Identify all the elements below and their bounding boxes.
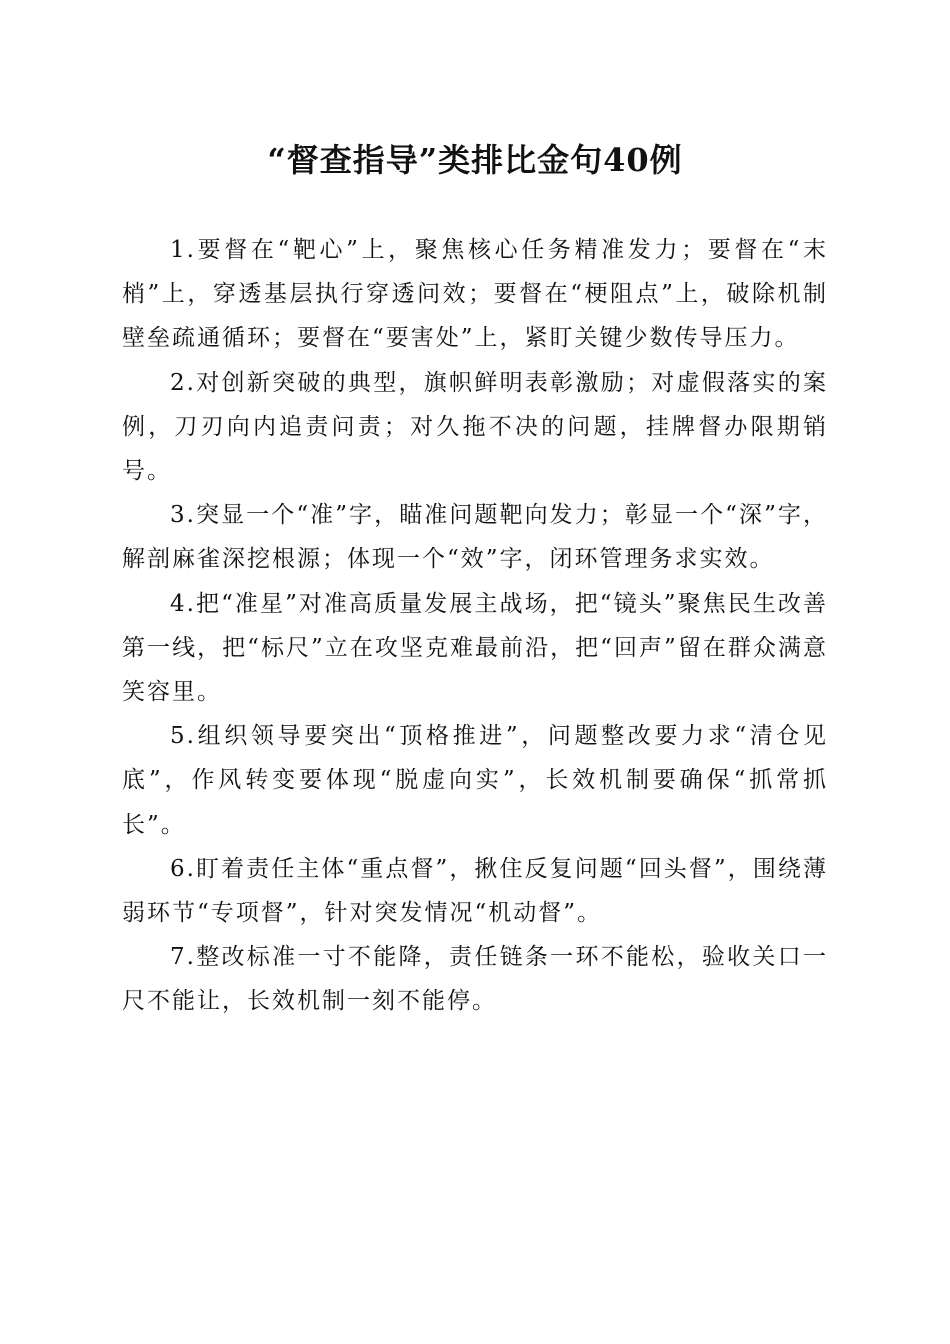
paragraph-3: 3.突显一个“准”字，瞄准问题靶向发力；彰显一个“深”字，解剖麻雀深挖根源；体现一个“效”字，闭环管理务求实效。 [122,502,828,573]
paragraph-6: 6.盯着责任主体“重点督”，揪住反复问题“回头督”，围绕薄弱环节“专项督”，针对突发情况“机动督”。 [122,855,828,927]
paragraph-4: 4.把“准星”对准高质量发展主战场，把“镜头”聚焦民生改善第一线，把“标尺”立在攻坚克难最前沿，把“回声”留在群众满意笑容里。 [122,590,828,706]
paragraph-1: 1.要督在“靶心”上，聚焦核心任务精准发力；要督在“末梢”上，穿透基层执行穿透问效；要督在“梗阻点”上，破除机制壁垒疏通循环；要督在“要害处”上，紧盯关键少数传导压力。 [122,237,828,352]
paragraph-2: 2.对创新突破的典型，旗帜鲜明表彰激励；对虚假落实的案例，刀刃向内追责问责；对久拖不决的问题，挂牌督办限期销号。 [122,369,828,485]
document-body [122,228,828,1024]
document-title: “督查指导”类排比金句40例 [267,141,683,179]
paragraph-7: 7.整改标准一寸不能降，责任链条一环不能松，验收关口一尺不能让，长效机制一刻不能停。 [122,944,828,1015]
paragraph-5: 5.组织领导要突出“顶格推进”，问题整改要力求“清仓见底”，作风转变要体现“脱虚向实”，长效机制要确保“抓常抓长”。 [122,723,828,838]
